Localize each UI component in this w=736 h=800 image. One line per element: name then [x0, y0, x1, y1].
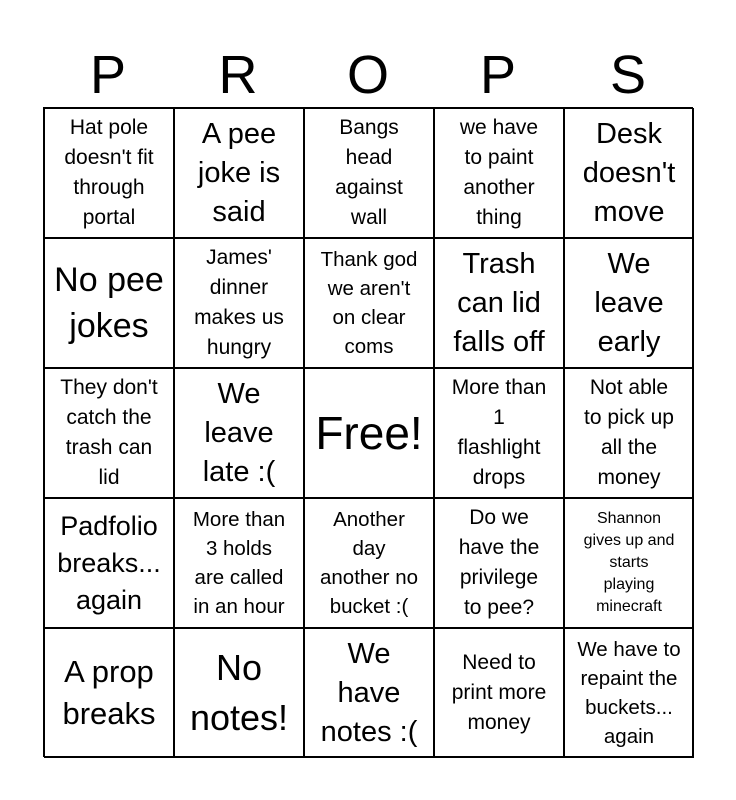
bingo-cell[interactable] [174, 108, 304, 238]
bingo-cell[interactable] [44, 498, 174, 628]
bingo-cell[interactable] [44, 108, 174, 238]
bingo-cell[interactable] [174, 238, 304, 368]
cell-text: Hat pole doesn't fit through portal [64, 116, 154, 229]
cell-text: No notes! [189, 647, 289, 738]
header-letter-p: P [89, 45, 127, 105]
cell-text: We leave late :( [202, 377, 276, 488]
cell-text: No pee jokes [54, 261, 164, 345]
bingo-cell[interactable] [44, 628, 174, 758]
bingo-cell[interactable] [434, 108, 564, 238]
free-space-label: Free! [315, 407, 423, 459]
cell-text: Bangs head against wall [335, 116, 403, 229]
cell-text: More than 1 flashlight drops [451, 376, 547, 489]
bingo-cell[interactable] [44, 238, 174, 368]
header-letter-r: R [218, 45, 258, 105]
bingo-cell-free[interactable] [304, 368, 434, 498]
cell-text: We leave early [594, 247, 664, 358]
bingo-cell[interactable] [304, 498, 434, 628]
cell-text: Shannon gives up and starts playing minecraft [583, 510, 675, 615]
cell-text: we have to paint another thing [459, 116, 539, 229]
bingo-grid [43, 107, 693, 757]
cell-text: A pee joke is said [197, 117, 281, 228]
cell-text: They don't catch the trash can lid [60, 376, 158, 489]
cell-text: Another day another no bucket :( [319, 508, 419, 618]
bingo-cell[interactable] [44, 368, 174, 498]
bingo-cell[interactable] [564, 108, 694, 238]
cell-text: Not able to pick up all the money [584, 376, 674, 489]
bingo-cell[interactable] [434, 368, 564, 498]
cell-text: Padfolio breaks... again [57, 510, 161, 615]
bingo-cell[interactable] [304, 628, 434, 758]
bingo-cell[interactable] [304, 108, 434, 238]
bingo-cell[interactable] [564, 238, 694, 368]
bingo-cell[interactable] [564, 368, 694, 498]
bingo-cell[interactable] [434, 498, 564, 628]
cell-text: Need to print more money [451, 651, 547, 734]
bingo-cell[interactable] [564, 628, 694, 758]
bingo-cell[interactable] [434, 628, 564, 758]
cell-text: Trash can lid falls off [453, 247, 545, 358]
cell-text: A prop breaks [62, 654, 156, 731]
bingo-cell[interactable] [304, 238, 434, 368]
cell-text: We have notes :( [320, 637, 418, 748]
cell-text: James' dinner makes us hungry [194, 246, 284, 359]
header-letter-s: S [609, 45, 647, 105]
cell-text: Do we have the privilege to pee? [458, 506, 540, 619]
header-letter-o: O [346, 45, 389, 105]
bingo-cell[interactable] [434, 238, 564, 368]
bingo-header [43, 44, 693, 106]
cell-text: More than 3 holds are called in an hour [192, 508, 286, 618]
bingo-cell[interactable] [564, 498, 694, 628]
bingo-cell[interactable] [174, 368, 304, 498]
bingo-cell[interactable] [174, 628, 304, 758]
cell-text: Thank god we aren't on clear coms [320, 248, 418, 358]
cell-text: We have to repaint the buckets... again [577, 638, 681, 748]
cell-text: Desk doesn't move [582, 117, 676, 228]
header-letter-p2: P [479, 45, 517, 105]
bingo-cell[interactable] [174, 498, 304, 628]
